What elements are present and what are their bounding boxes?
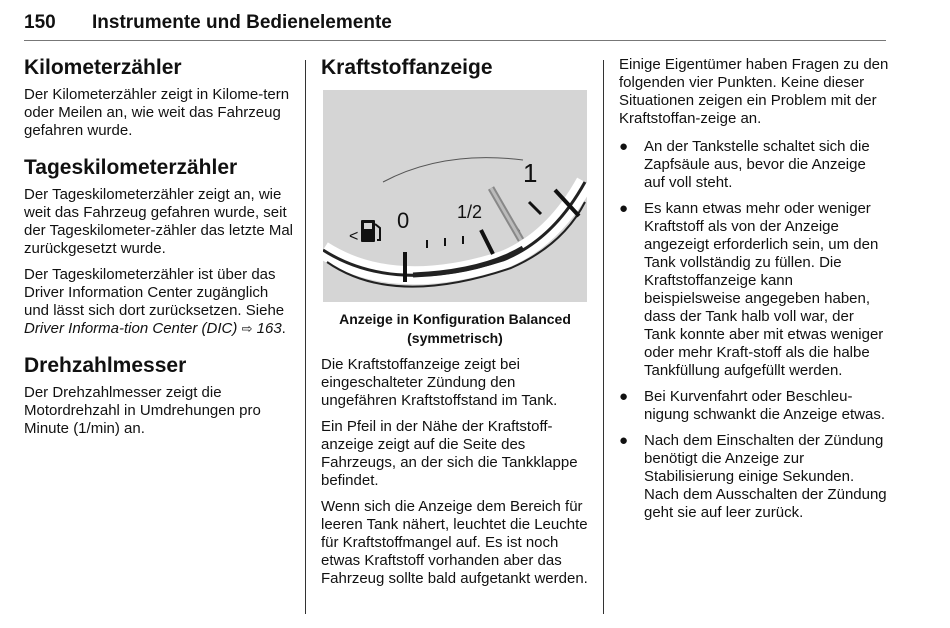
list-item: ● Nach dem Einschalten der Zündung benötigt die Anzeige zur Stabilisierung einige Sekunden. Nach dem Ausschalten der Zündung geht sie auf leer zurück.: [619, 432, 887, 521]
paragraph: Der Tageskilometerzähler zeigt an, wie weit das Fahrzeug gefahren wurde, seit der Tageskilometer-zähler das letzte Mal zurückgesetzt wurde.: [24, 186, 294, 257]
chapter-title: Instrumente und Bedienelemente: [92, 12, 392, 33]
bullet-icon: ●: [619, 200, 629, 217]
column-middle: [321, 56, 589, 596]
section-title: Tageskilometerzähler: [24, 156, 238, 179]
gauge-label-half: 1/2: [457, 202, 483, 222]
svg-text:<: <: [349, 228, 359, 245]
column-left: [24, 56, 294, 454]
column-divider: [603, 60, 604, 614]
fuel-gauge-illustration: [323, 90, 587, 302]
gauge-tick: [529, 202, 541, 214]
paragraph-text: Der Tageskilometerzähler ist über das Driver Information Center zugänglich und lässt sich dort zurücksetzen. Siehe: [24, 266, 285, 319]
bullet-list: [619, 138, 889, 522]
section-title: Kraftstoffanzeige: [321, 56, 493, 79]
paragraph: Der Kilometerzähler zeigt in Kilome-tern oder Meilen an, wie weit das Fahrzeug gefahren wurde.: [24, 86, 290, 139]
figure-caption: Anzeige in Konfiguration Balanced (symmetrisch): [339, 311, 571, 346]
paragraph: Der Tageskilometerzähler ist über das Driver Information Center zugänglich und lässt sich dort zurücksetzen. Siehe Driver Informa-tion Center (DIC) ⇨ 163.: [24, 266, 286, 337]
gauge-label-empty: 0: [397, 208, 410, 233]
bullet-icon: ●: [619, 138, 629, 155]
page-number: 150: [24, 12, 56, 33]
gauge-label-full: 1: [523, 158, 538, 188]
paragraph: Der Drehzahlmesser zeigt die Motordrehzahl in Umdrehungen pro Minute (1/min) an.: [24, 384, 261, 437]
list-item: ● Es kann etwas mehr oder weniger Kraftstoff als von der Anzeige angezeigt erforderlich sein, um den Tank vollständig zu füllen. Die Kraftstoffanzeige kann beispielsweise angegeben haben, dass der Tank halb voll war, der Tank konnte aber mit etwas weniger oder mehr Kraft-stoff als die halbe Tankfüllung aufgefüllt werden.: [619, 200, 884, 379]
paragraph: Wenn sich die Anzeige dem Bereich für leeren Tank nähert, leuchtet die Leuchte für Kraftstoffmangel auf. Es ist noch etwas Kraftstoff vorhanden aber das Fahrzeug sollte bald aufgetankt werden.: [321, 498, 588, 587]
bullet-icon: ●: [619, 432, 629, 449]
section-title: Drehzahlmesser: [24, 354, 187, 377]
paragraph: Ein Pfeil in der Nähe der Kraftstoff-anzeige zeigt auf die Seite des Fahrzeugs, an der sich die Tankklappe befindet.: [321, 418, 578, 489]
page-reference[interactable]: 163: [256, 320, 282, 337]
section-tachometer: [24, 354, 294, 438]
section-odometer: [24, 56, 294, 140]
cross-reference-link[interactable]: Driver Informa-tion Center (DIC): [24, 320, 238, 337]
gauge-inner-arc: [383, 158, 523, 182]
fuel-pump-icon: [349, 220, 380, 245]
page-reference-icon: ⇨: [241, 321, 253, 336]
section-title: Kilometerzähler: [24, 56, 182, 79]
bullet-icon: ●: [619, 388, 629, 405]
column-divider: [305, 60, 306, 614]
fuel-gauge-figure: [323, 90, 587, 302]
section-trip-odometer: [24, 156, 294, 338]
list-item: ● An der Tankstelle schaltet sich die Zapfsäule aus, bevor die Anzeige auf voll steht.: [619, 138, 870, 191]
list-item: ● Bei Kurvenfahrt oder Beschleu-nigung schwankt die Anzeige etwas.: [619, 388, 885, 423]
gauge-tick-half: [481, 230, 493, 254]
page-header: [24, 10, 886, 41]
gauge-needle: [491, 188, 521, 240]
paragraph: Einige Eigentümer haben Fragen zu den folgenden vier Punkten. Keine dieser Situationen zeigen ein Problem mit der Kraftstoffan-zeige an.: [619, 56, 889, 127]
paragraph: Die Kraftstoffanzeige zeigt bei eingeschalteter Zündung den ungefähren Kraftstoffstand im Tank.: [321, 356, 558, 409]
column-right: [619, 56, 889, 530]
